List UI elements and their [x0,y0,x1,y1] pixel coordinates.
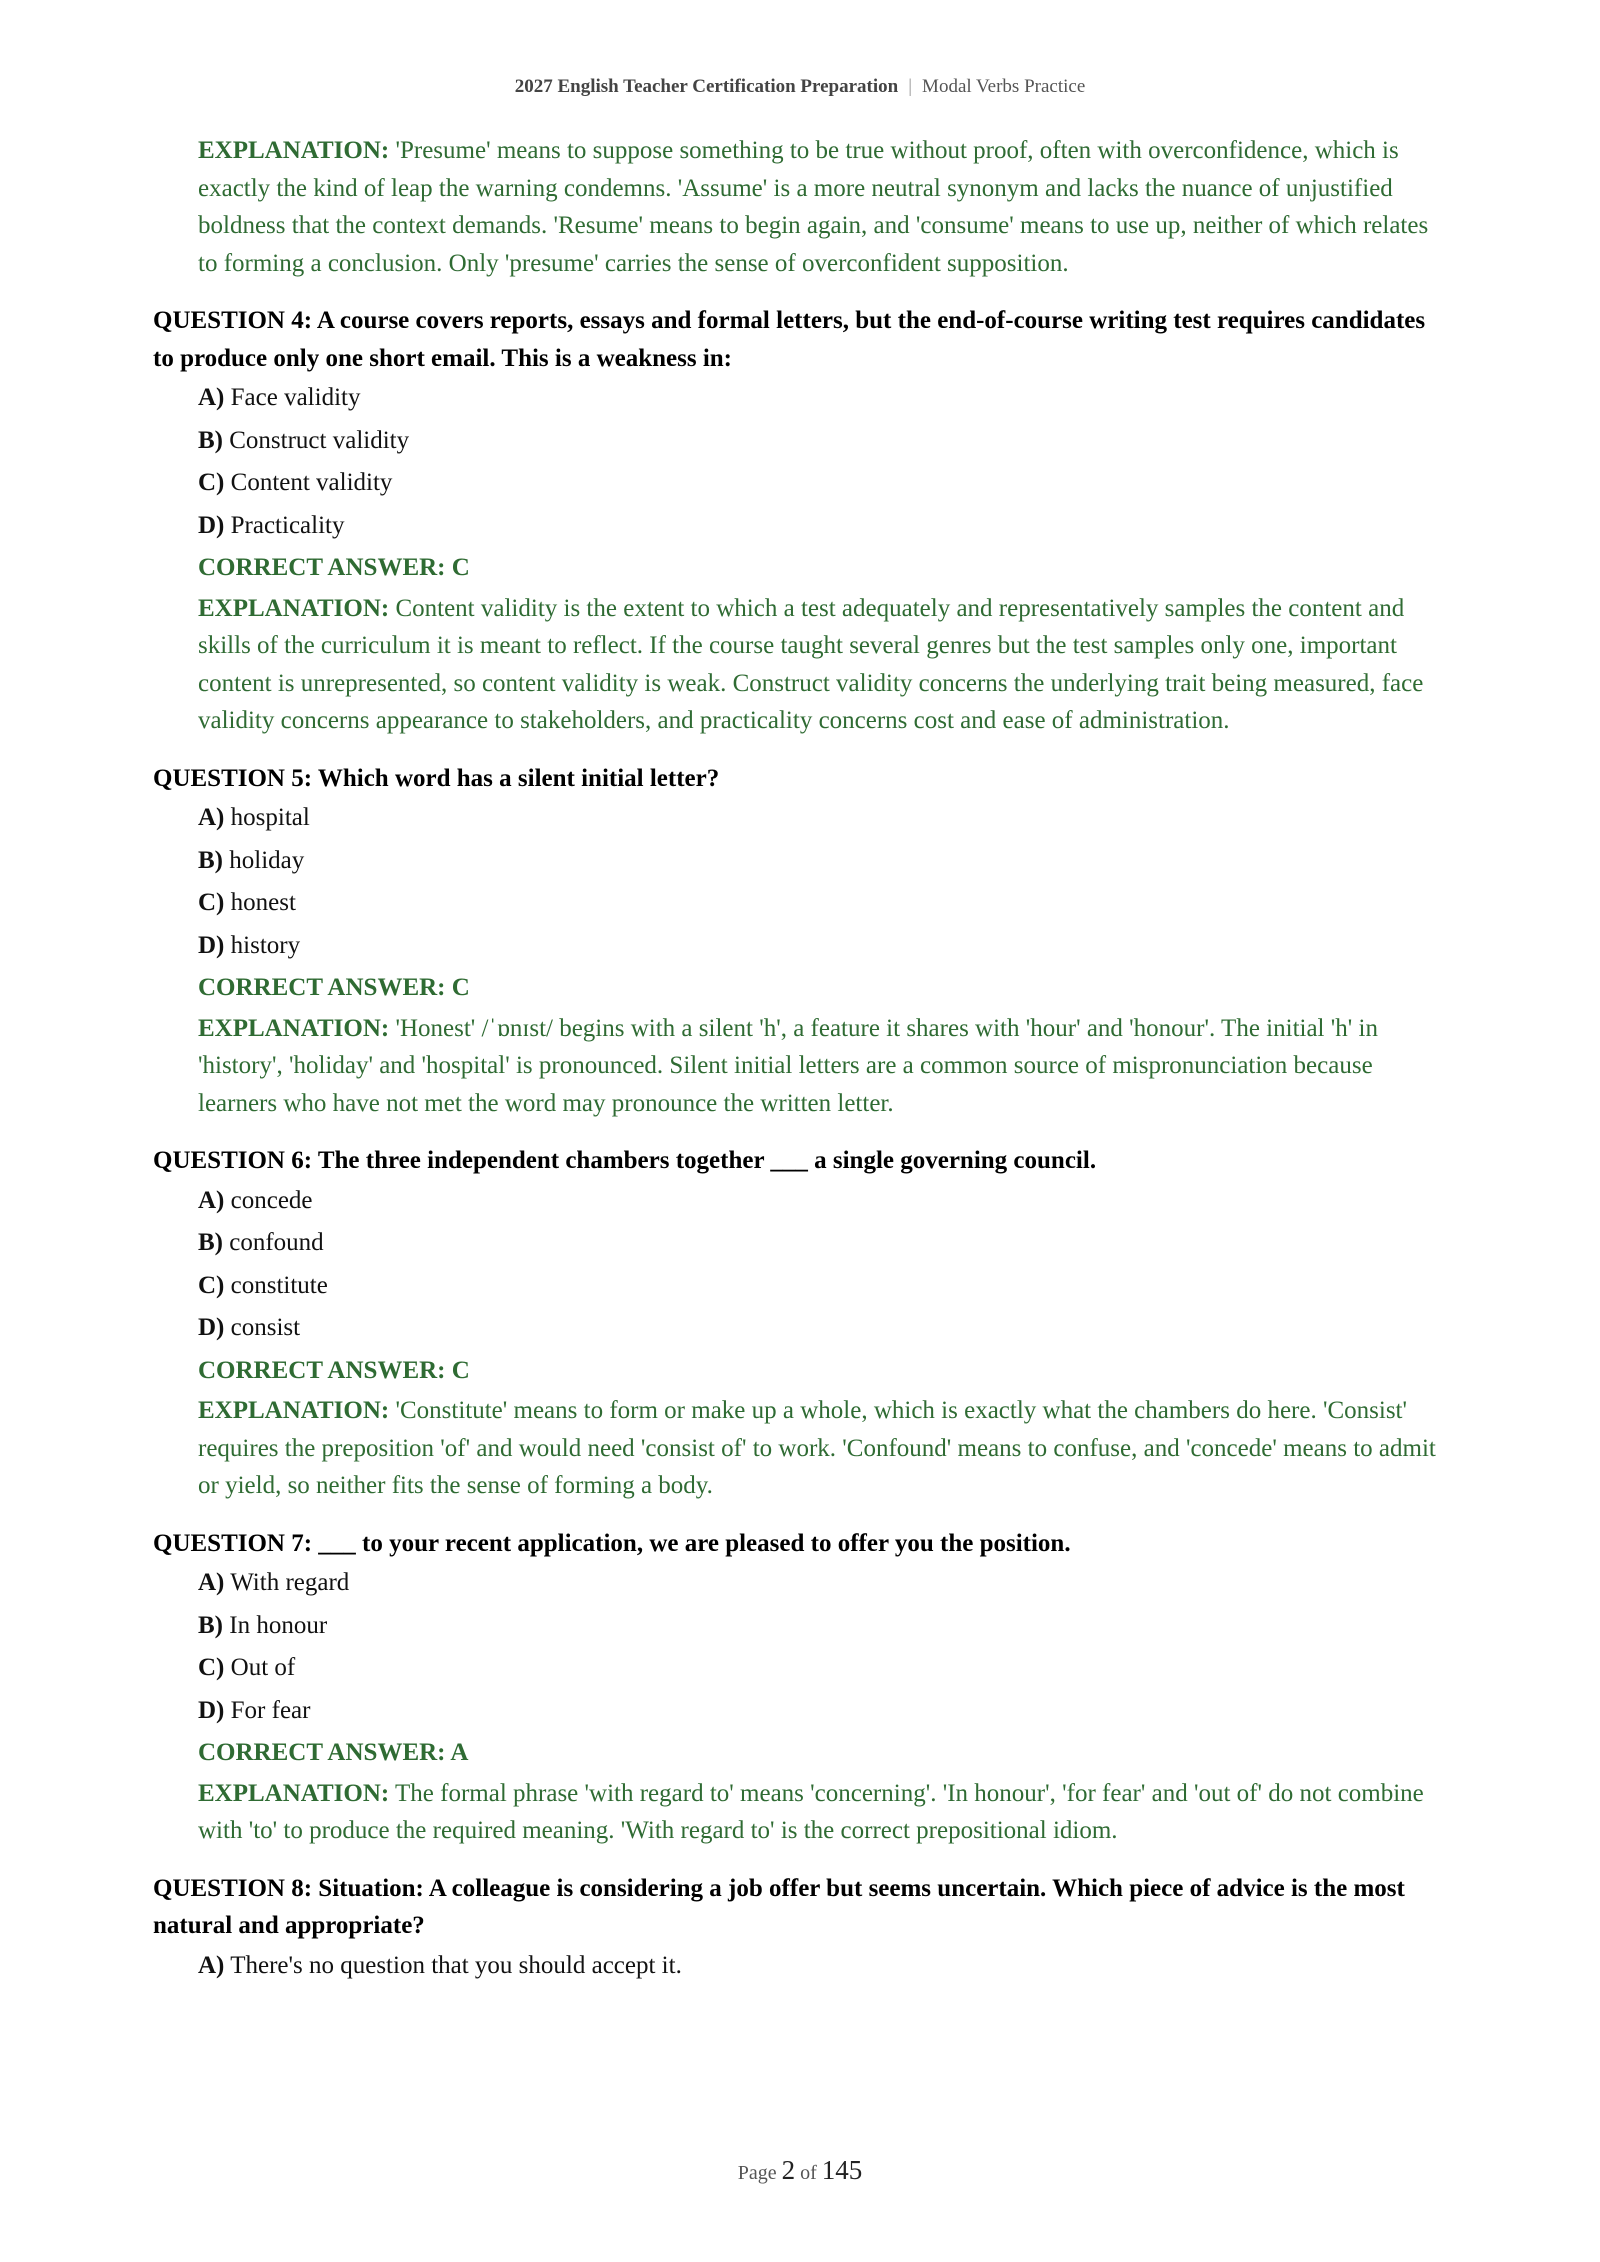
page-total: 145 [821,2155,863,2185]
explanation-text: Content validity is the extent to which a test adequately and representatively samples the content and skills of the curriculum it is meant to reflect. If the course taught several genres but the test samples only one, important content is unrepresented, so content validity is weak. Construct validity concerns the underlying trait being measured, face validity concerns appearance to stakeholders, and practicality concerns cost and ease of administration. [198,594,1424,734]
page-content [153,132,1448,1987]
explanation-q4 [198,590,1448,740]
option-text: confound [229,1229,324,1256]
option-c [198,882,1448,925]
option-label: D) [198,511,225,539]
explanation-label: EXPLANATION: [198,137,390,164]
page-prefix: Page [737,2162,777,2184]
question-text: QUESTION 7: ___ to your recent application, we are pleased to offer you the position. [153,1529,1071,1557]
option-text: There's no question that you should accept it. [230,1951,682,1979]
explanation-label: EXPLANATION: [198,1397,390,1424]
option-text: In honour [229,1611,328,1639]
page-of: of [800,2162,817,2184]
page-header [0,76,1600,98]
option-label: B) [198,426,223,454]
option-a [198,377,1448,420]
header-subtitle: Modal Verbs Practice [922,76,1086,97]
option-a [198,1180,1448,1223]
option-label: C) [198,889,225,916]
page-footer [0,2155,1600,2186]
option-text: Practicality [230,511,345,539]
option-label: A) [198,384,225,411]
option-b [198,840,1448,883]
option-text: history [230,931,301,959]
option-text: honest [230,889,296,916]
question-text: QUESTION 6: The three independent chambers together ___ a single governing council. [153,1147,1097,1174]
option-label: C) [198,1654,225,1681]
question-text: QUESTION 8: Situation: A colleague is considering a job offer but seems uncertain. Which piece of advice is the most natural and appropriate? [153,1874,1405,1939]
correct-answer: CORRECT ANSWER: A [198,1739,469,1766]
explanation-q7 [198,1775,1448,1850]
option-text: Construct validity [229,426,410,454]
option-d [198,1307,1448,1350]
option-text: Content validity [230,469,393,496]
option-c [198,462,1448,505]
option-text: Face validity [230,384,361,411]
option-label: A) [198,1951,225,1979]
question-text: QUESTION 5: Which word has a silent initial letter? [153,764,720,792]
explanation-text: 'Constitute' means to form or make up a whole, which is exactly what the chambers do here. 'Consist' requires the preposition 'of' and would need 'consist of' to work. 'Confound' means to confuse, and 'concede' means to admit or yield, so neither fits the sense of forming a body. [198,1397,1436,1499]
option-label: C) [198,1271,225,1299]
option-text: hospital [230,804,310,831]
option-c [198,1265,1448,1308]
option-c [198,1647,1448,1690]
option-label: D) [198,1314,225,1341]
option-a [198,1562,1448,1605]
explanation-label: EXPLANATION: [198,594,390,622]
explanation-q5 [198,1010,1448,1123]
option-text: For fear [230,1696,311,1724]
option-label: D) [198,931,225,959]
option-label: A) [198,1186,225,1214]
option-b [198,1222,1448,1265]
option-a [198,797,1448,840]
explanation-q3 [198,132,1448,282]
option-d [198,1690,1448,1733]
explanation-text: 'Honest' /ˈɒnɪst/ begins with a silent 'h', a feature it shares with 'hour' and 'honour'. The initial 'h' in 'history', 'holiday' and 'hospital' is pronounced. Silent initial letters are a common source of mispronunciation because learners who have not met the word may pronounce the written letter. [198,1014,1378,1117]
option-label: B) [198,1611,223,1639]
option-d [198,925,1448,968]
correct-answer: CORRECT ANSWER: C [198,554,470,581]
option-text: constitute [230,1271,328,1299]
explanation-text: The formal phrase 'with regard to' means 'concerning'. 'In honour', 'for fear' and 'out of' do not combine with 'to' to produce the required meaning. 'With regard to' is the correct prepositional idiom. [198,1779,1424,1844]
option-text: Out of [230,1654,296,1681]
option-label: C) [198,469,225,496]
option-d [198,505,1448,548]
correct-answer: CORRECT ANSWER: C [198,1356,470,1384]
explanation-label: EXPLANATION: [198,1779,390,1807]
option-label: B) [198,846,223,874]
explanation-q6 [198,1392,1448,1505]
option-b [198,1605,1448,1648]
option-a [198,1945,1448,1988]
question-text: QUESTION 4: A course covers reports, essays and formal letters, but the end-of-course writing test requires candidates to produce only one short email. This is a weakness in: [153,307,1426,372]
option-text: consist [230,1314,301,1341]
explanation-text: 'Presume' means to suppose something to be true without proof, often with overconfidence, which is exactly the kind of leap the warning condemns. 'Assume' is a more neutral synonym and lacks the nuance of unjustified boldness that the context demands. 'Resume' means to begin again, and 'consume' means to use up, neither of which relates to forming a conclusion. Only 'presume' carries the sense of overconfident supposition. [198,137,1429,277]
page-number: 2 [781,2155,796,2185]
header-separator: | [908,76,913,97]
header-title: 2027 English Teacher Certification Preparation [514,76,899,97]
option-label: D) [198,1696,225,1724]
option-label: B) [198,1229,223,1256]
option-text: concede [230,1186,313,1214]
option-b [198,420,1448,463]
option-label: A) [198,804,225,831]
explanation-label: EXPLANATION: [198,1014,390,1042]
option-label: A) [198,1569,225,1596]
correct-answer: CORRECT ANSWER: C [198,974,470,1001]
option-text: holiday [229,846,305,874]
option-text: With regard [230,1569,350,1596]
